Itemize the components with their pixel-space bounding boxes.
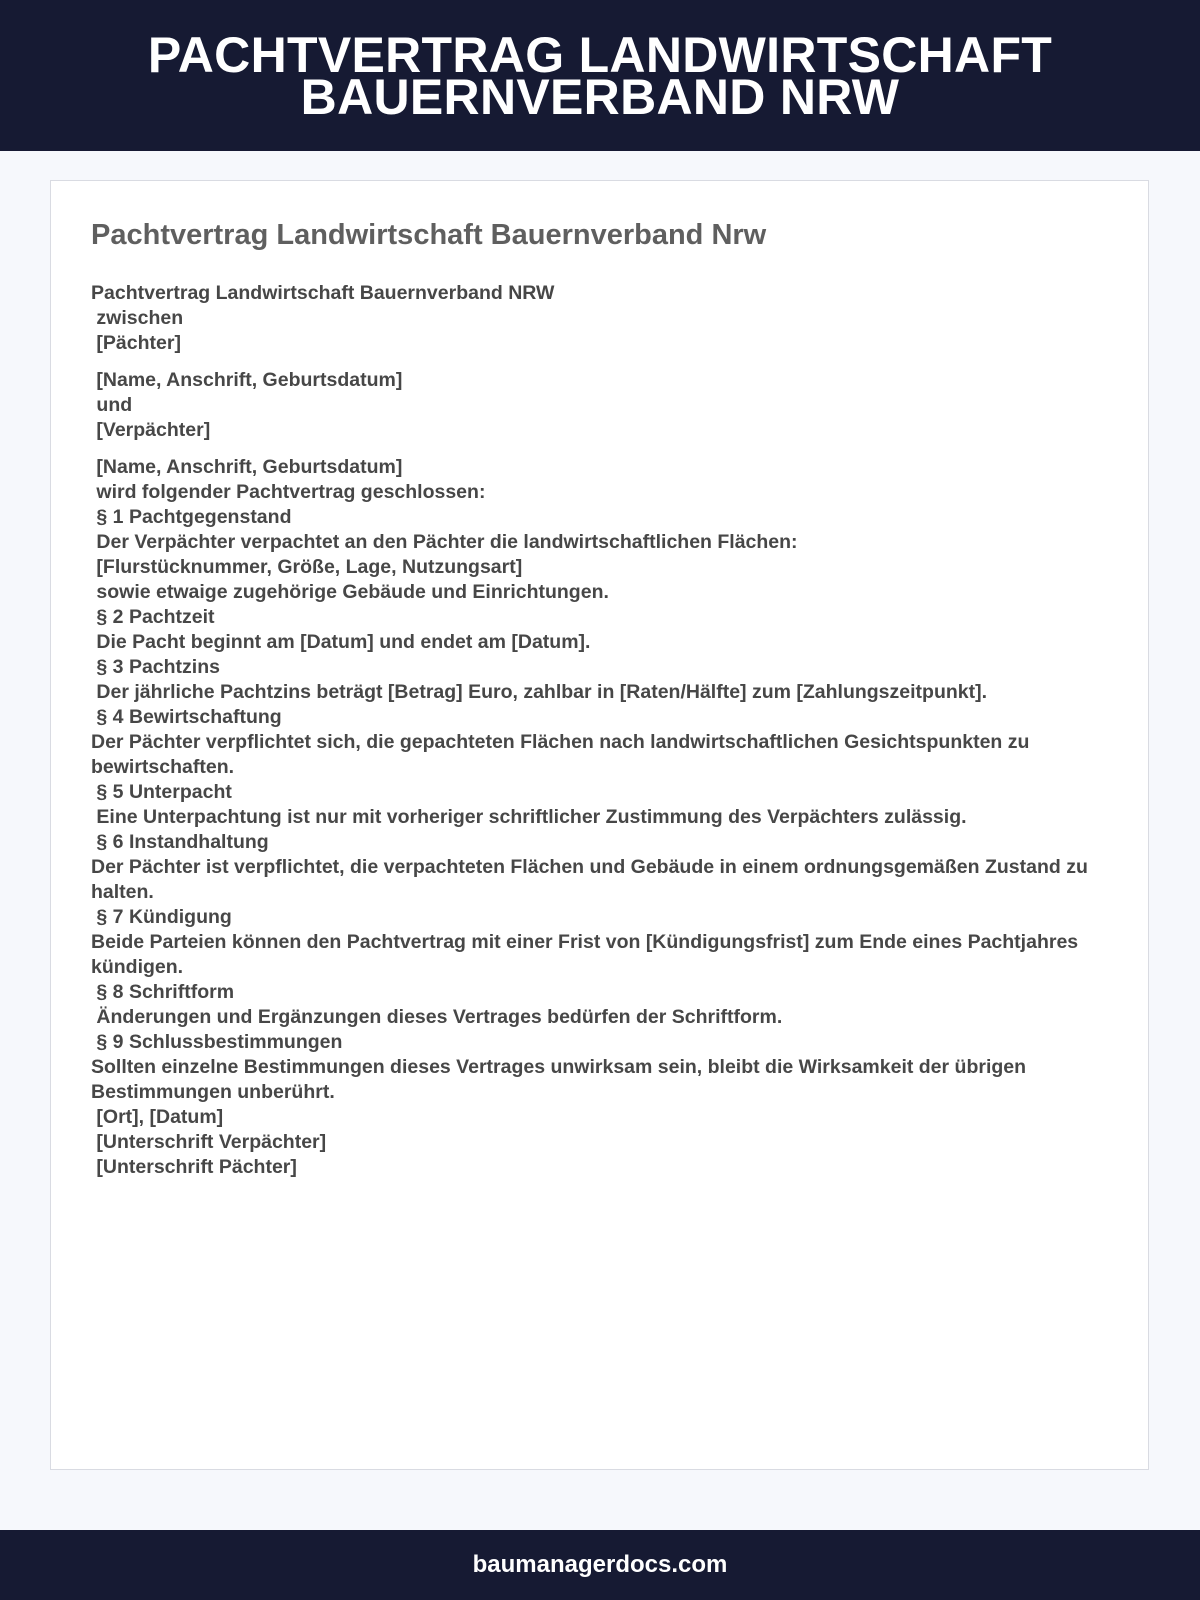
section-6-heading: § 6 Instandhaltung — [91, 831, 269, 853]
section-2-heading: § 2 Pachtzeit — [91, 606, 215, 628]
section-8-text: Änderungen und Ergänzungen dieses Vertrages bedürfen der Schriftform. — [91, 1006, 783, 1028]
verpaechter-label: [Verpächter] — [91, 419, 211, 441]
section-9-heading: § 9 Schlussbestimmungen — [91, 1031, 343, 1053]
verpaechter-details: [Name, Anschrift, Geburtsdatum] — [91, 456, 403, 478]
section-3-text: Der jährliche Pachtzins beträgt [Betrag] Euro, zahlbar in [Raten/Hälfte] zum [Zahlungszeitpunkt]. — [91, 681, 988, 703]
section-1-text: Der Verpächter verpachtet an den Pächter die landwirtschaftlichen Flächen: — [91, 531, 798, 553]
document-heading: Pachtvertrag Landwirtschaft Bauernverband Nrw — [91, 219, 767, 251]
contract-line-zwischen: zwischen — [91, 307, 184, 329]
section-7-text: Beide Parteien können den Pachtvertrag mit einer Frist von [Kündigungsfrist] zum Ende eines Pachtjahres kündigen. — [91, 931, 1079, 978]
document-card — [50, 180, 1149, 1470]
page-footer — [0, 1530, 1200, 1600]
contract-text — [91, 281, 1101, 1180]
section-1-fields: [Flurstücknummer, Größe, Lage, Nutzungsart] — [91, 556, 523, 578]
section-5-heading: § 5 Unterpacht — [91, 781, 232, 803]
section-8-heading: § 8 Schriftform — [91, 981, 235, 1003]
signature-paechter: [Unterschrift Pächter] — [91, 1156, 297, 1178]
footer-site-name: baumanagerdocs.com — [472, 1551, 728, 1578]
contract-line-und: und — [91, 394, 133, 416]
section-6-text: Der Pächter ist verpflichtet, die verpachteten Flächen und Gebäude in einem ordnungsgemäßen Zustand zu halten. — [91, 856, 1088, 903]
section-7-heading: § 7 Kündigung — [91, 906, 232, 928]
place-date: [Ort], [Datum] — [91, 1106, 224, 1128]
section-2-text: Die Pacht beginnt am [Datum] und endet am [Datum]. — [91, 631, 591, 653]
header-title: PACHTVERTRAG LANDWIRTSCHAFT BAUERNVERBAND NRW — [147, 26, 1053, 125]
page-header — [0, 0, 1200, 151]
contract-intro-title: Pachtvertrag Landwirtschaft Bauernverband NRW — [91, 282, 555, 304]
contract-line-geschlossen: wird folgender Pachtvertrag geschlossen: — [91, 481, 486, 503]
section-1-heading: § 1 Pachtgegenstand — [91, 506, 292, 528]
section-1-extra: sowie etwaige zugehörige Gebäude und Einrichtungen. — [91, 581, 609, 603]
section-4-text: Der Pächter verpflichtet sich, die gepachteten Flächen nach landwirtschaftlichen Gesichtspunkten zu bewirtschaften. — [91, 731, 1030, 778]
signature-verpaechter: [Unterschrift Verpächter] — [91, 1131, 327, 1153]
section-5-text: Eine Unterpachtung ist nur mit vorheriger schriftlicher Zustimmung des Verpächters zulässig. — [91, 806, 967, 828]
section-9-text: Sollten einzelne Bestimmungen dieses Vertrages unwirksam sein, bleibt die Wirksamkeit der übrigen Bestimmungen unberührt. — [91, 1056, 1027, 1103]
section-3-heading: § 3 Pachtzins — [91, 656, 220, 678]
section-4-heading: § 4 Bewirtschaftung — [91, 706, 282, 728]
paechter-details: [Name, Anschrift, Geburtsdatum] — [91, 369, 403, 391]
paechter-label: [Pächter] — [91, 332, 181, 354]
